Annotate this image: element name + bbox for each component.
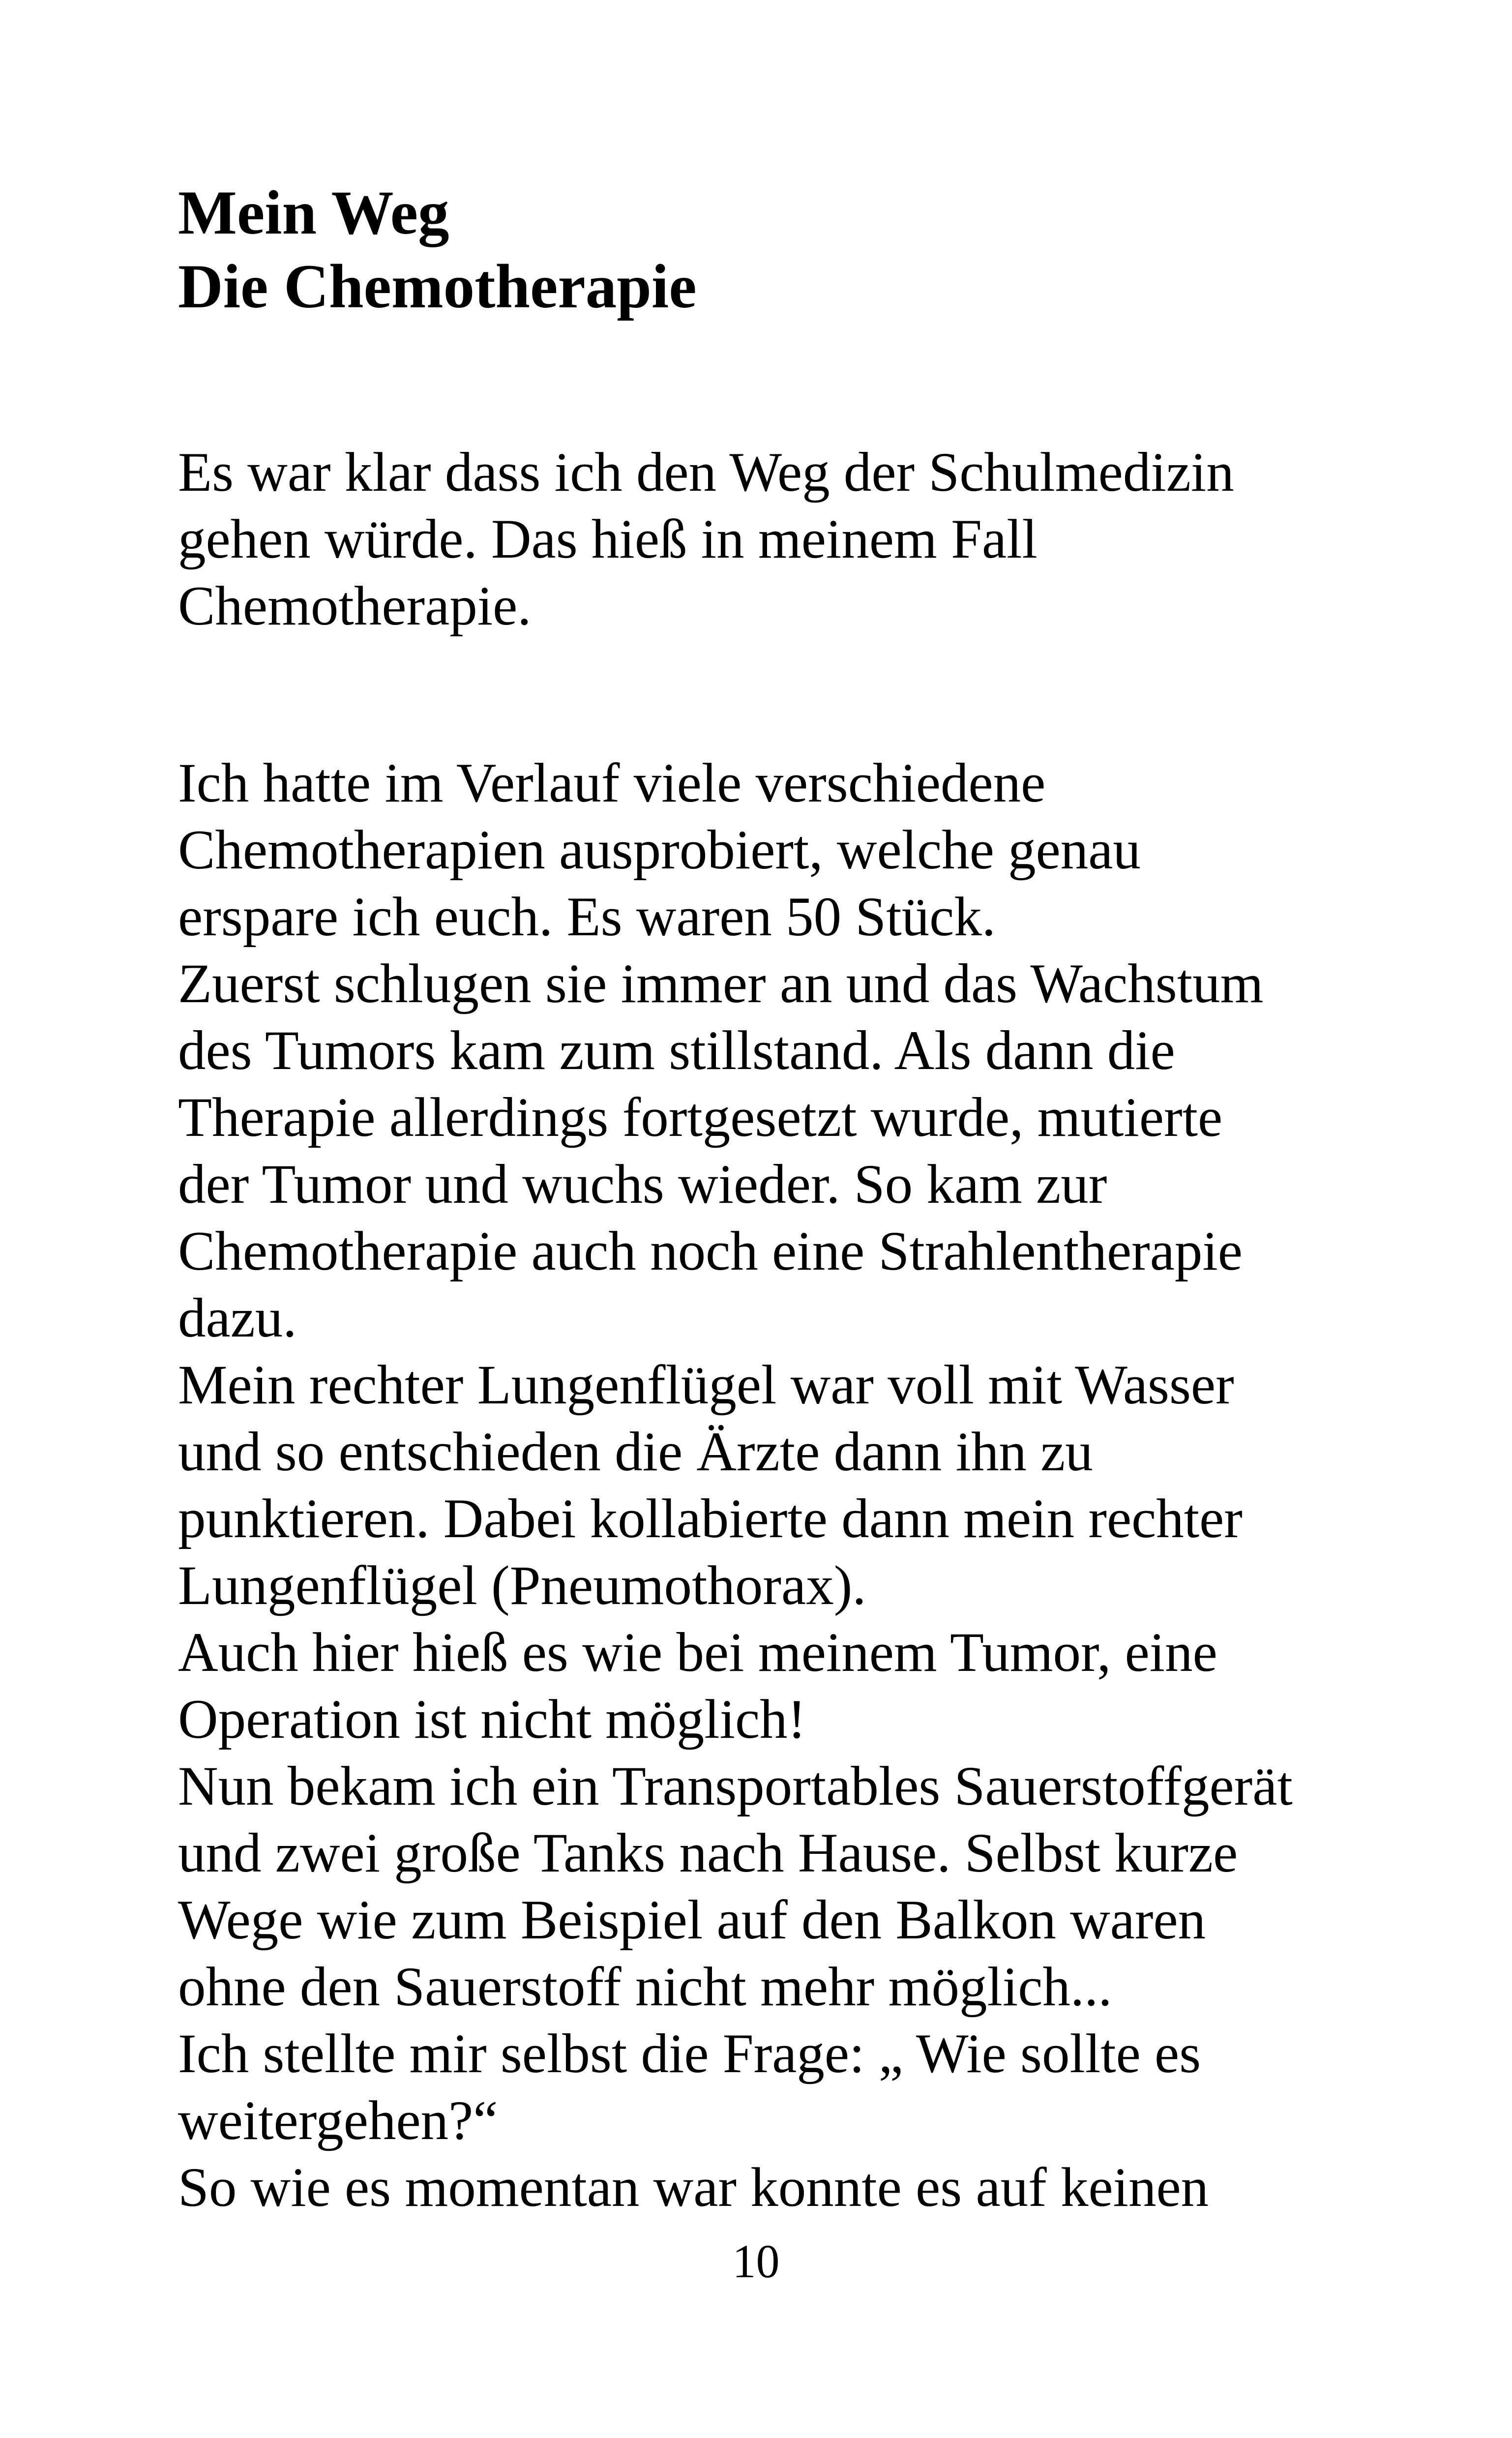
chapter-subtitle: Die Chemotherapie	[178, 252, 697, 321]
intro-paragraph	[178, 439, 1234, 640]
text-line: Wege wie zum Beispiel auf den Balkon waren	[178, 1889, 1206, 1951]
text-line: Therapie allerdings fortgesetzt wurde, mutierte	[178, 1087, 1223, 1148]
chapter-title: Mein Weg	[178, 178, 449, 247]
text-line: Auch hier hieß es wie bei meinem Tumor, eine	[178, 1622, 1217, 1683]
text-line: Lungenflügel (Pneumothorax).	[178, 1555, 866, 1616]
text-line: und so entschieden die Ärzte dann ihn zu	[178, 1421, 1093, 1483]
text-line: Chemotherapien ausprobiert, welche genau	[178, 819, 1141, 881]
page-number: 10	[732, 2235, 780, 2288]
text-line: gehen würde. Das hieß in meinem Fall	[178, 508, 1038, 570]
text-line: punktieren. Dabei kollabierte dann mein rechter	[178, 1488, 1243, 1549]
text-line: Ich hatte im Verlauf viele verschiedene	[178, 752, 1046, 814]
text-line: weitergehen?“	[178, 2090, 498, 2151]
text-line: Zuerst schlugen sie immer an und das Wachstum	[178, 953, 1264, 1014]
text-line: Chemotherapie auch noch eine Strahlentherapie	[178, 1220, 1243, 1282]
text-line: Operation ist nicht möglich!	[178, 1689, 806, 1750]
text-line: erspare ich euch. Es waren 50 Stück.	[178, 886, 996, 948]
main-paragraph	[178, 750, 1293, 2221]
text-line: Ich stellte mir selbst die Frage: „ Wie sollte es	[178, 2023, 1201, 2084]
chapter-heading	[178, 176, 697, 324]
text-line: Mein rechter Lungenflügel war voll mit Wasser	[178, 1354, 1234, 1416]
text-line: Nun bekam ich ein Transportables Sauerstoffgerät	[178, 1755, 1293, 1817]
text-line: und zwei große Tanks nach Hause. Selbst kurze	[178, 1822, 1238, 1884]
text-line: Chemotherapie.	[178, 575, 532, 637]
text-line: des Tumors kam zum stillstand. Als dann die	[178, 1020, 1175, 1081]
text-line: So wie es momentan war konnte es auf keinen	[178, 2157, 1209, 2218]
text-line: Es war klar dass ich den Weg der Schulmedizin	[178, 442, 1234, 503]
text-line: der Tumor und wuchs wieder. So kam zur	[178, 1154, 1107, 1215]
text-line: ohne den Sauerstoff nicht mehr möglich...	[178, 1956, 1112, 2018]
text-line: dazu.	[178, 1287, 297, 1349]
